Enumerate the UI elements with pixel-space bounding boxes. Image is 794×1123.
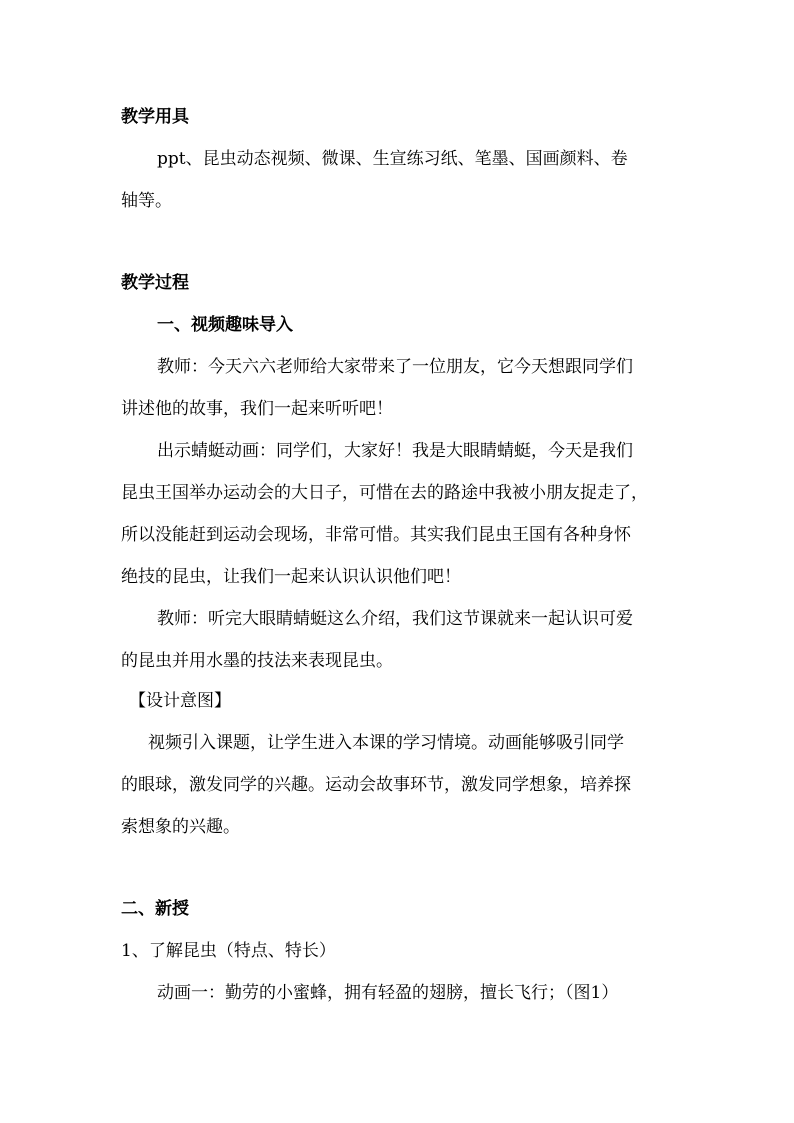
part1-title: 一、视频趣味导入 xyxy=(157,315,293,335)
p2-line-4: 绝技的昆虫，让我们一起来认识认识他们吧！ xyxy=(121,567,461,587)
animation-1-text: 动画一：勤劳的小蜜蜂，拥有轻盈的翅膀，擅长飞行；（图1） xyxy=(157,983,619,1003)
p1-line-2: 讲述他的故事，我们一起来听听吧！ xyxy=(121,399,393,419)
design-line-1: 视频引入课题，让学生进入本课的学习情境。动画能够吸引同学 xyxy=(148,733,624,753)
p2-line-2: 昆虫王国举办运动会的大日子，可惜在去的路途中我被小朋友捉走了， xyxy=(121,483,648,503)
tools-heading: 教学用具 xyxy=(121,107,189,127)
design-line-2: 的眼球，激发同学的兴趣。运动会故事环节，激发同学想象，培养探 xyxy=(121,775,631,795)
part2-title: 二、新授 xyxy=(121,899,189,919)
p2-line-3: 所以没能赶到运动会现场，非常可惜。其实我们昆虫王国有各种身怀 xyxy=(121,525,631,545)
p2-line-1: 出示蜻蜓动画：同学们，大家好！我是大眼睛蜻蜓，今天是我们 xyxy=(157,441,633,461)
tools-line-1: ppt、昆虫动态视频、微课、生宣练习纸、笔墨、国画颜料、卷 xyxy=(157,149,628,169)
p3-line-2: 的昆虫并用水墨的技法来表现昆虫。 xyxy=(121,651,393,671)
design-line-3: 索想象的兴趣。 xyxy=(121,817,240,837)
process-heading: 教学过程 xyxy=(121,273,189,293)
part2-subheading: 1、了解昆虫（特点、特长） xyxy=(121,941,336,961)
p3-line-1: 教师：听完大眼睛蜻蜓这么介绍，我们这节课就来一起认识可爱 xyxy=(157,609,633,629)
tools-line-2: 轴等。 xyxy=(121,191,172,211)
p1-line-1: 教师：今天六六老师给大家带来了一位朋友，它今天想跟同学们 xyxy=(157,357,633,377)
design-intent-title: 【设计意图】 xyxy=(129,691,231,711)
